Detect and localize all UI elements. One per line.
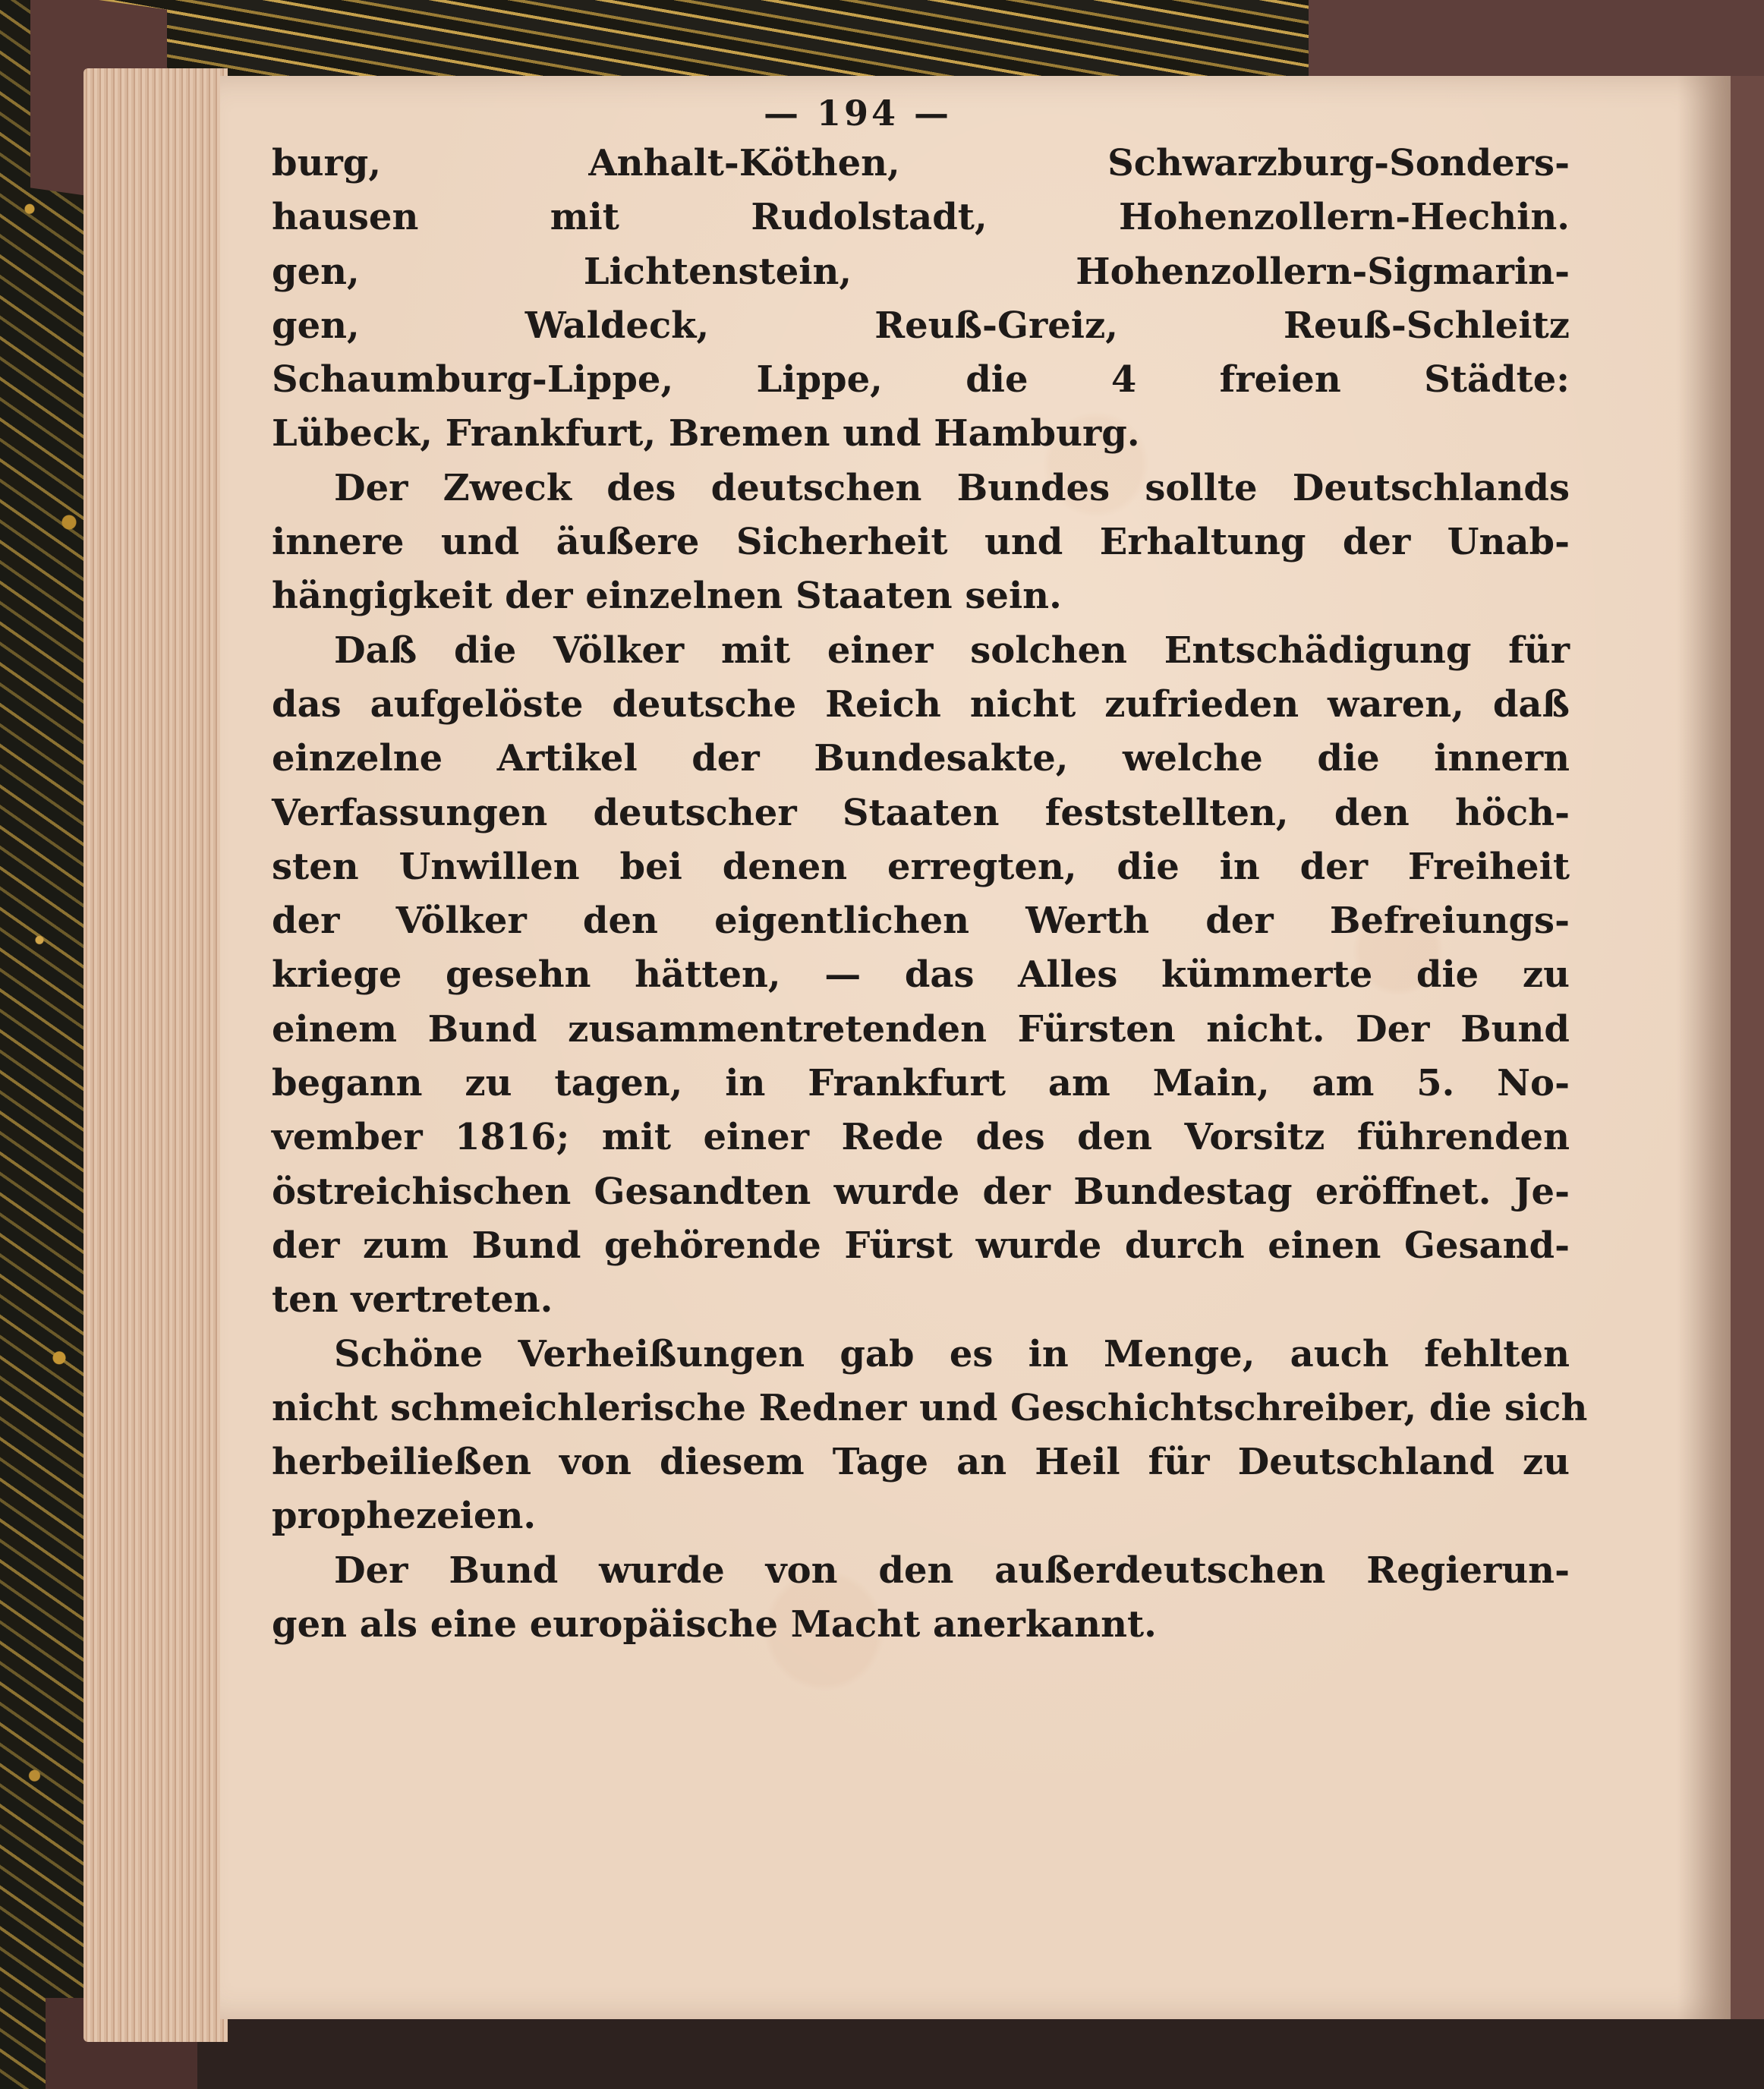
text-line: der zum Bund gehörende Fürst wurde durch einen Gesand- <box>272 1224 1570 1267</box>
text-line: kriege gesehn hätten, — das Alles kümmerte die zu <box>272 953 1570 997</box>
text-line: hängigkeit der einzelnen Staaten sein. <box>272 575 1062 618</box>
text-line: Schöne Verheißungen gab es in Menge, auch fehlten <box>334 1332 1570 1375</box>
text-line: vember 1816; mit einer Rede des den Vorsitz führenden <box>272 1116 1570 1159</box>
text-line: sten Unwillen bei denen erregten, die in der Freiheit <box>272 845 1570 888</box>
page-gutter-shadow <box>1677 76 1731 2019</box>
text-line: herbeiließen von diesem Tage an Heil für Deutschland zu <box>272 1441 1570 1484</box>
text-line: nicht schmeichlerische Redner und Geschichtschreiber, die sich <box>272 1386 1588 1429</box>
text-line: innere und äußere Sicherheit und Erhaltung der Unab- <box>272 521 1570 564</box>
text-line: einem Bund zusammentretenden Fürsten nicht. Der Bund <box>272 1007 1570 1051</box>
text-line: das aufgelöste deutsche Reich nicht zufrieden waren, daß <box>272 682 1570 726</box>
paragraph <box>272 1544 1570 1653</box>
text-line: Lübeck, Frankfurt, Bremen und Hamburg. <box>272 412 1140 455</box>
text-line: gen, Lichtenstein, Hohenzollern-Sigmarin- <box>272 250 1570 293</box>
text-line: der Völker den eigentlichen Werth der Befreiungs- <box>272 900 1570 943</box>
text-line: ten vertreten. <box>272 1278 553 1322</box>
text-line: prophezeien. <box>272 1495 537 1538</box>
text-line: Der Bund wurde von den außerdeutschen Regierun- <box>334 1549 1570 1592</box>
text-line: östreichischen Gesandten wurde der Bundestag eröffnet. Je- <box>272 1170 1570 1213</box>
text-line: Der Zweck des deutschen Bundes sollte Deutschlands <box>334 466 1570 509</box>
marbled-board-top <box>46 0 1336 76</box>
text-line: Schaumburg-Lippe, Lippe, die 4 freien Städte: <box>272 358 1570 402</box>
paragraph <box>272 624 1570 1328</box>
body-text <box>272 137 1588 1652</box>
page-number: — 194 — <box>763 93 953 134</box>
text-line: begann zu tagen, in Frankfurt am Main, am 5. No- <box>272 1062 1570 1105</box>
cloth-corner <box>1309 0 1764 83</box>
text-line: Daß die Völker mit einer solchen Entschädigung für <box>334 629 1570 672</box>
paragraph <box>272 462 1570 624</box>
paragraph <box>272 137 1570 462</box>
page-stack-edges <box>83 68 228 2042</box>
text-line: Verfassungen deutscher Staaten feststellten, den höch- <box>272 791 1570 834</box>
text-line: burg, Anhalt-Köthen, Schwarzburg-Sonders- <box>272 142 1570 184</box>
text-line: gen als eine europäische Macht anerkannt. <box>272 1603 1157 1646</box>
paragraph <box>272 1328 1588 1544</box>
text-line: gen, Waldeck, Reuß-Greiz, Reuß-Schleitz <box>272 304 1570 347</box>
text-line: hausen mit Rudolstadt, Hohenzollern-Hechin. <box>272 196 1570 239</box>
text-line: einzelne Artikel der Bundesakte, welche die innern <box>272 737 1570 780</box>
